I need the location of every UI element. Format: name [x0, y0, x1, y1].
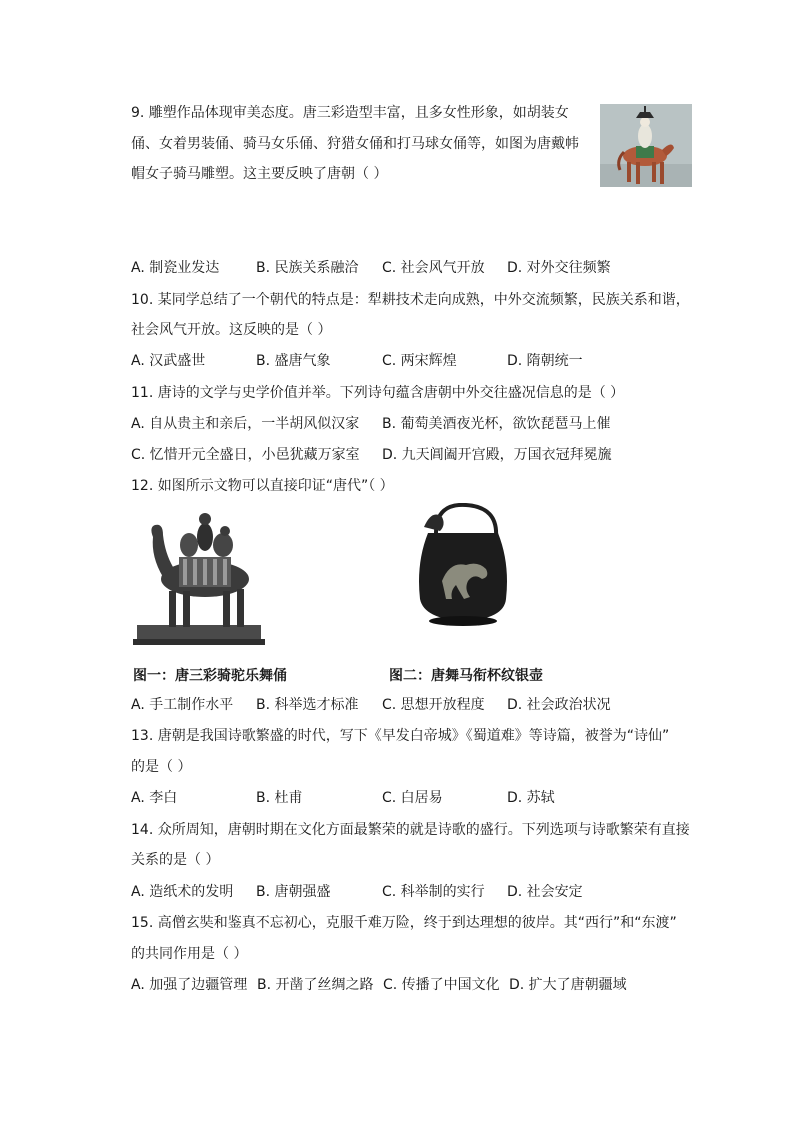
- q14-stem-line2: 关系的是（ ）: [131, 852, 220, 868]
- q15-stem-line1: 15. 高僧玄奘和鉴真不忘初心，克服千难万险，终于到达理想的彼岸。其“西行”和“东渡”: [131, 915, 677, 931]
- q10-option-a[interactable]: A. 汉武盛世: [131, 353, 206, 369]
- q10-stem-line2: 社会风气开放。这反映的是（ ）: [131, 322, 332, 338]
- q14-option-c[interactable]: C. 科举制的实行: [382, 884, 485, 900]
- q15-option-a[interactable]: A. 加强了边疆管理: [131, 977, 248, 993]
- q12-option-c[interactable]: C. 思想开放程度: [382, 697, 485, 713]
- q11-option-d[interactable]: D. 九天阊阖开宫殿，万国衣冠拜冕旒: [382, 447, 612, 463]
- q11-option-a[interactable]: A. 自从贵主和亲后，一半胡风似汉家: [131, 416, 360, 432]
- silver-flask-image: [406, 503, 522, 631]
- q13-stem-line1: 13. 唐朝是我国诗歌繁盛的时代，写下《早发白帝城》《蜀道难》等诗篇，被誉为“诗仙”: [131, 728, 670, 744]
- figure2-caption: 图二：唐舞马衔杯纹银壶: [389, 668, 543, 684]
- q12-option-d[interactable]: D. 社会政治状况: [507, 697, 611, 713]
- q13-option-a[interactable]: A. 李白: [131, 790, 178, 806]
- q15-option-b[interactable]: B. 开凿了丝绸之路: [257, 977, 374, 993]
- tang-lady-on-horse-image: [600, 104, 692, 187]
- q10-option-b[interactable]: B. 盛唐气象: [256, 353, 331, 369]
- q9-option-b[interactable]: B. 民族关系融洽: [256, 260, 359, 276]
- q9-stem-line2: 俑、女着男装俑、骑马女乐俑、狩猎女俑和打马球女俑等，如图为唐戴帏: [131, 136, 579, 152]
- q11-stem-line1: 11. 唐诗的文学与史学价值并举。下列诗句蕴含唐朝中外交往盛况信息的是（ ）: [131, 385, 625, 401]
- q13-option-b[interactable]: B. 杜甫: [256, 790, 303, 806]
- q11-option-b[interactable]: B. 葡萄美酒夜光杯，欲饮琵琶马上催: [382, 416, 611, 432]
- q13-stem-line2: 的是（ ）: [131, 759, 192, 775]
- q9-stem-line1: 9. 雕塑作品体现审美态度。唐三彩造型丰富，且多女性形象，如胡装女: [131, 105, 569, 121]
- q10-option-d[interactable]: D. 隋朝统一: [507, 353, 583, 369]
- q14-stem-line1: 14. 众所周知，唐朝时期在文化方面最繁荣的就是诗歌的盛行。下列选项与诗歌繁荣有直接: [131, 822, 690, 838]
- q9-option-d[interactable]: D. 对外交往频繁: [507, 260, 611, 276]
- q12-stem-line1: 12. 如图所示文物可以直接印证“唐代”（ ）: [131, 478, 394, 494]
- q10-stem-line1: 10. 某同学总结了一个朝代的特点是：犁耕技术走向成熟，中外交流频繁，民族关系和谐，: [131, 292, 690, 308]
- q12-option-a[interactable]: A. 手工制作水平: [131, 697, 234, 713]
- q9-stem-line3: 帽女子骑马雕塑。这主要反映了唐朝（ ）: [131, 166, 388, 182]
- figure1-caption: 图一：唐三彩骑驼乐舞俑: [133, 668, 287, 684]
- q15-stem-line2: 的共同作用是（ ）: [131, 946, 248, 962]
- q11-option-c[interactable]: C. 忆惜开元全盛日，小邑犹藏万家室: [131, 447, 360, 463]
- q13-option-d[interactable]: D. 苏轼: [507, 790, 555, 806]
- q10-option-c[interactable]: C. 两宋辉煌: [382, 353, 457, 369]
- q14-option-d[interactable]: D. 社会安定: [507, 884, 583, 900]
- q12-option-b[interactable]: B. 科举选才标准: [256, 697, 359, 713]
- q14-option-b[interactable]: B. 唐朝强盛: [256, 884, 331, 900]
- q15-option-c[interactable]: C. 传播了中国文化: [383, 977, 500, 993]
- camel-figurine-image: [133, 507, 265, 647]
- q9-option-c[interactable]: C. 社会风气开放: [382, 260, 485, 276]
- q9-option-a[interactable]: A. 制瓷业发达: [131, 260, 220, 276]
- q13-option-c[interactable]: C. 白居易: [382, 790, 443, 806]
- q15-option-d[interactable]: D. 扩大了唐朝疆域: [509, 977, 627, 993]
- q14-option-a[interactable]: A. 造纸术的发明: [131, 884, 234, 900]
